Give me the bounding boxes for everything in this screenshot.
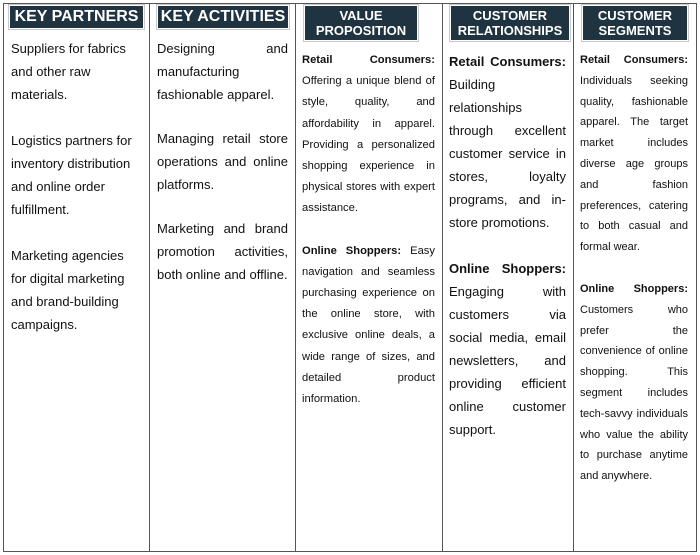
value-proposition-body <box>302 50 435 410</box>
key-activity-item: Designing and manufacturing fashionable apparel. <box>157 41 288 102</box>
key-partners-body <box>11 37 141 336</box>
header-value-proposition-line-2: PROPOSITION <box>315 23 407 38</box>
header-value-proposition <box>305 6 417 40</box>
key-activity-item: Managing retail store operations and online platforms. <box>157 131 288 192</box>
customer-segment-text: Customers who prefer the convenience of online shopping. This segment includes tech-savvy individuals who value the ability to purchase anytime and anywhere. <box>580 303 688 483</box>
customer-segment-text: Individuals seeking quality, fashionable apparel. The target market includes diverse age groups and fashion preferences, catering to both casual and formal wear. <box>580 74 688 254</box>
customer-relationship-text: Engaging with customers via social media, email newsletters, and providing efficient online customer support. <box>449 284 566 437</box>
header-key-activities: KEY ACTIVITIES <box>158 6 288 28</box>
header-customer-relationships <box>451 6 569 40</box>
customer-segment-item <box>580 50 688 258</box>
header-customer-segments <box>583 6 687 40</box>
customer-relationship-item <box>449 50 566 234</box>
header-customer-relationships-line-2: RELATIONSHIPS <box>457 23 563 38</box>
customer-segment-item <box>580 279 688 487</box>
value-proposition-item <box>302 50 435 220</box>
header-value-proposition-line-1: VALUE <box>339 8 383 23</box>
customer-segment-label: Online Shoppers: <box>580 282 688 295</box>
value-proposition-text: Easy navigation and seamless purchasing experience on the online store, with exclusive online deals, a wide range of sizes, and detailed product information. <box>302 244 435 406</box>
customer-relationship-label: Retail Consumers: <box>449 54 566 69</box>
customer-relationship-text: Building relationships through excellent customer service in stores, loyalty programs, and in-store promotions. <box>449 77 566 230</box>
key-partner-item: Suppliers for fabrics and other raw materials. <box>11 41 126 102</box>
value-proposition-label: Retail Consumers: <box>302 54 435 66</box>
value-proposition-label: Online Shoppers: <box>302 244 402 257</box>
value-proposition-text: Offering a unique blend of style, quality, and affordability in apparel. Providing a personalized shopping experience in physical stores with expert assistance. <box>302 75 435 215</box>
header-customer-segments-line-2: SEGMENTS <box>598 23 672 38</box>
key-activity-item: Marketing and brand promotion activities, both online and offline. <box>157 221 288 282</box>
customer-relationships-body <box>449 50 566 441</box>
header-key-partners: KEY PARTNERS <box>10 6 143 28</box>
customer-segment-label: Retail Consumers: <box>580 54 688 66</box>
customer-relationship-label: Online Shoppers: <box>449 261 566 276</box>
key-partner-item: Logistics partners for inventory distribution and online order fulfillment. <box>11 133 132 217</box>
value-proposition-item <box>302 241 435 411</box>
header-customer-segments-line-1: CUSTOMER <box>597 8 673 23</box>
header-customer-relationships-line-1: CUSTOMER <box>472 8 548 23</box>
customer-segments-body <box>580 50 688 487</box>
customer-relationship-item <box>449 257 566 441</box>
key-activities-body <box>157 37 288 286</box>
key-partner-item: Marketing agencies for digital marketing and brand-building campaigns. <box>11 248 125 332</box>
